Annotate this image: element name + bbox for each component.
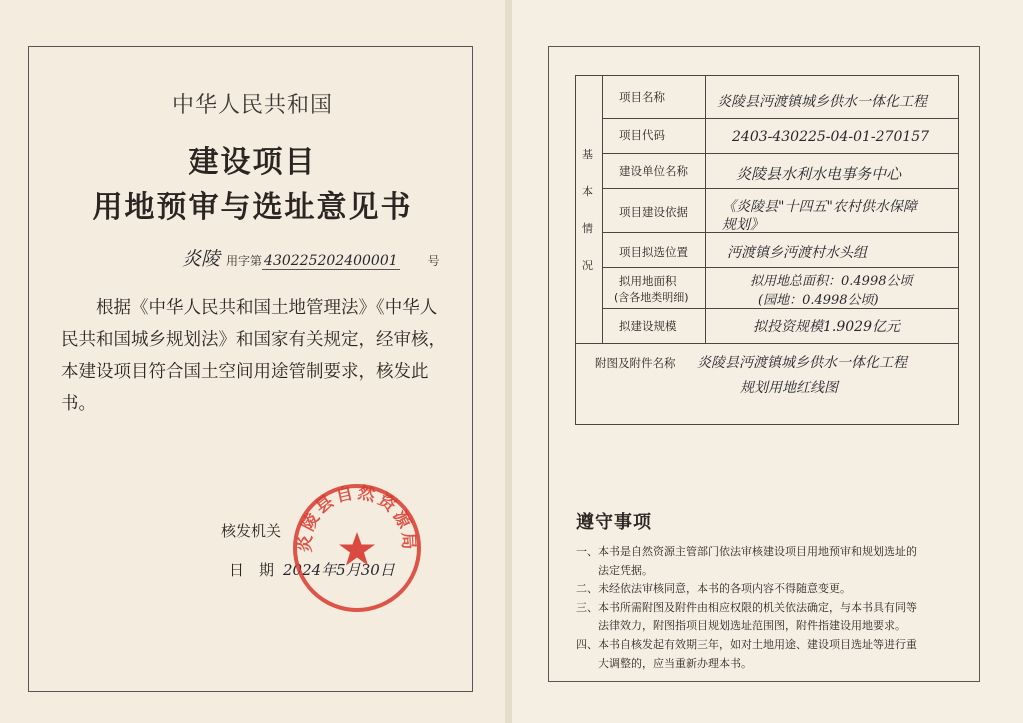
row-label-proposed-location: 项目拟选位置 bbox=[619, 245, 688, 259]
date-value-handwritten: 2024年5月30日 bbox=[283, 561, 395, 579]
section-label-char: 情 bbox=[582, 222, 593, 235]
rules-title: 遵守事项 bbox=[576, 512, 652, 533]
document-title-line1: 建设项目 bbox=[188, 145, 317, 180]
row-value-land-area: 拟用地总面积：0.4998公顷 bbox=[750, 274, 913, 289]
row-value-construction-basis-cont: 规划》 bbox=[722, 217, 764, 233]
docno-number-handwritten: 430225202400001 bbox=[264, 253, 398, 269]
country-name: 中华人民共和国 bbox=[171, 93, 333, 118]
rule-item: 三、本书所需附图及附件由相应权限的机关依法确定，与本书具有同等 法律效力，附图指项目规划选址范围图，附件指建设用地要求。 bbox=[576, 600, 917, 633]
attachment-value: 炎陵县沔渡镇城乡供水一体化工程 bbox=[697, 355, 907, 371]
row-label-construction-unit: 建设单位名称 bbox=[619, 164, 688, 178]
official-seal bbox=[289, 480, 425, 616]
row-label-land-area: 拟用地面积 bbox=[619, 274, 677, 288]
attachment-label: 附图及附件名称 bbox=[595, 356, 676, 370]
issuing-authority-label: 核发机关 bbox=[221, 522, 282, 540]
rule-item: 二、未经依法审核同意，本书的各项内容不得随意变更。 bbox=[576, 582, 851, 596]
svg-text:炎陵县自然资源局: 炎陵县自然资源局 bbox=[295, 482, 419, 553]
docno-label: 用字第 bbox=[226, 254, 263, 268]
section-label-char: 本 bbox=[582, 185, 593, 198]
rule-item: 一、本书是自然资源主管部门依法审核建设项目用地预审和规划选址的 法定凭据。 bbox=[576, 545, 917, 577]
section-label-char: 基 bbox=[582, 148, 593, 161]
rules-list bbox=[576, 543, 966, 673]
row-label-project-code: 项目代码 bbox=[619, 128, 665, 142]
row-label-construction-basis: 项目建设依据 bbox=[619, 205, 688, 219]
approval-paragraph: 根据《中华人民共和国土地管理法》《中华人民共和国城乡规划法》和国家有关规定，经审核，本建设项目符合国土空间用途管制要求，核发此书。 bbox=[61, 298, 446, 414]
row-value-construction-basis: 《炎陵县"十四五"农村供水保障 bbox=[722, 199, 917, 215]
row-value-proposed-location: 沔渡镇乡沔渡村水头组 bbox=[727, 245, 867, 261]
section-label-char: 况 bbox=[582, 259, 593, 272]
row-value-construction-unit: 炎陵县水利水电事务中心 bbox=[736, 165, 902, 183]
date-label: 日 期 bbox=[229, 561, 275, 579]
docno-prefix-handwritten: 炎陵 bbox=[182, 248, 221, 270]
attachment-value-cont: 规划用地红线图 bbox=[740, 380, 838, 396]
rule-item: 四、本书自核发起有效期三年，如对土地用途、建设项目选址等进行重 大调整的，应当重新办理本书。 bbox=[576, 637, 917, 670]
row-label-construction-scale: 拟建设规模 bbox=[619, 319, 677, 333]
row-label-land-area-note: (含各地类明细) bbox=[614, 291, 689, 304]
document-title-line2: 用地预审与选址意见书 bbox=[92, 190, 413, 225]
row-value-project-name: 炎陵县沔渡镇城乡供水一体化工程 bbox=[717, 94, 927, 110]
page-gutter bbox=[505, 0, 512, 723]
row-value-land-area-detail: (园地：0.4998公顷) bbox=[758, 293, 879, 308]
row-value-project-code: 2403-430225-04-01-270157 bbox=[732, 129, 930, 145]
document-number bbox=[182, 244, 440, 271]
docno-suffix: 号 bbox=[427, 254, 440, 268]
row-label-project-name: 项目名称 bbox=[619, 90, 665, 104]
row-value-construction-scale: 拟投资规模1.9029亿元 bbox=[753, 319, 900, 335]
